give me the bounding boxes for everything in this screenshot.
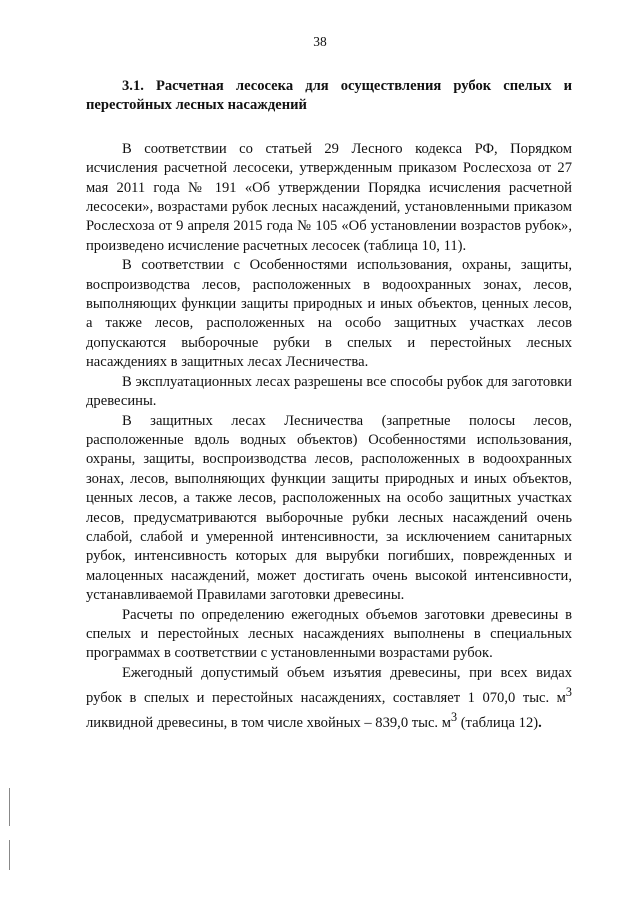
paragraph-protective-forests: В защитных лесах Лесничества (запретные полосы лесов, расположенные вдоль водных объектов) Особенностями использования, охраны, защиты, воспроизводства лесов, расположенных в водоохранных зонах, лесов, выполняющих функции защиты природных и иных объектов, ценных лесов, а также лесов, расположенных на особо защитных участках лесов, предусматриваются выборочные рубки лесных насаждений очень слабой, слабой и умеренной интенсивности, за исключением санитарных рубок, интенсивность которых для вырубки погибших, поврежденных и малоценных насаждений, может достигать очень высокой интенсивности, устанавливаемой Правилами заготовки древесины. <box>86 412 572 604</box>
unit-superscript: 3 <box>565 685 572 700</box>
annual-volume-text-3: (таблица 12) <box>457 715 539 732</box>
closing-period: . <box>538 715 542 732</box>
annual-volume-text-1: Ежегодный допустимый объем изъятия древесины, при всех видах рубок в спелых и перестойных насаждениях, составляет 1 070,0 тыс. м <box>86 664 572 707</box>
annual-volume-text-2: ликвидной древесины, в том числе хвойных – 839,0 тыс. м <box>86 715 451 732</box>
unit-superscript: 3 <box>450 710 458 725</box>
document-body <box>86 77 572 734</box>
paragraph-selective-felling: В соответствии с Особенностями использования, охраны, защиты, воспроизводства лесов, расположенных в водоохранных зонах, лесов, выполняющих функции защиты природных и иных объектов, ценных лесов, а также лесов, расположенных на особо защитных участках лесов допускаются выборочные рубки в спелых и перестойных лесных насаждениях в защитных лесах Лесничества. <box>86 257 572 371</box>
paragraph-calculations: Расчеты по определению ежегодных объемов заготовки древесины в спелых и перестойных лесных насаждениях выполнены в специальных программах в соответствии с установленными возрастами рубок. <box>86 606 572 662</box>
paragraph-annual-volume <box>86 664 572 734</box>
paragraph-calculation-basis: В соответствии со статьей 29 Лесного кодекса РФ, Порядком исчисления расчетной лесосеки, утвержденным приказом Рослесхоза от 27 мая 2011 года № 191 «Об утверждении Порядка исчисления расчетной лесосеки», возрастами рубок лесных насаждений, установленными приказом Рослесхоза от 9 апреля 2015 года № 105 «Об установлении возрастов рубок», произведено исчисление расчетных лесосек (таблица 10, 11). <box>86 140 572 254</box>
scan-edge-mark <box>9 840 10 870</box>
page-number: 38 <box>313 34 327 49</box>
paragraph-exploitation-forests: В эксплуатационных лесах разрешены все способы рубок для заготовки древесины. <box>86 373 572 410</box>
scan-edge-mark <box>9 788 10 826</box>
section-heading: 3.1. Расчетная лесосека для осуществления рубок спелых и перестойных лесных насаждений <box>86 78 572 114</box>
